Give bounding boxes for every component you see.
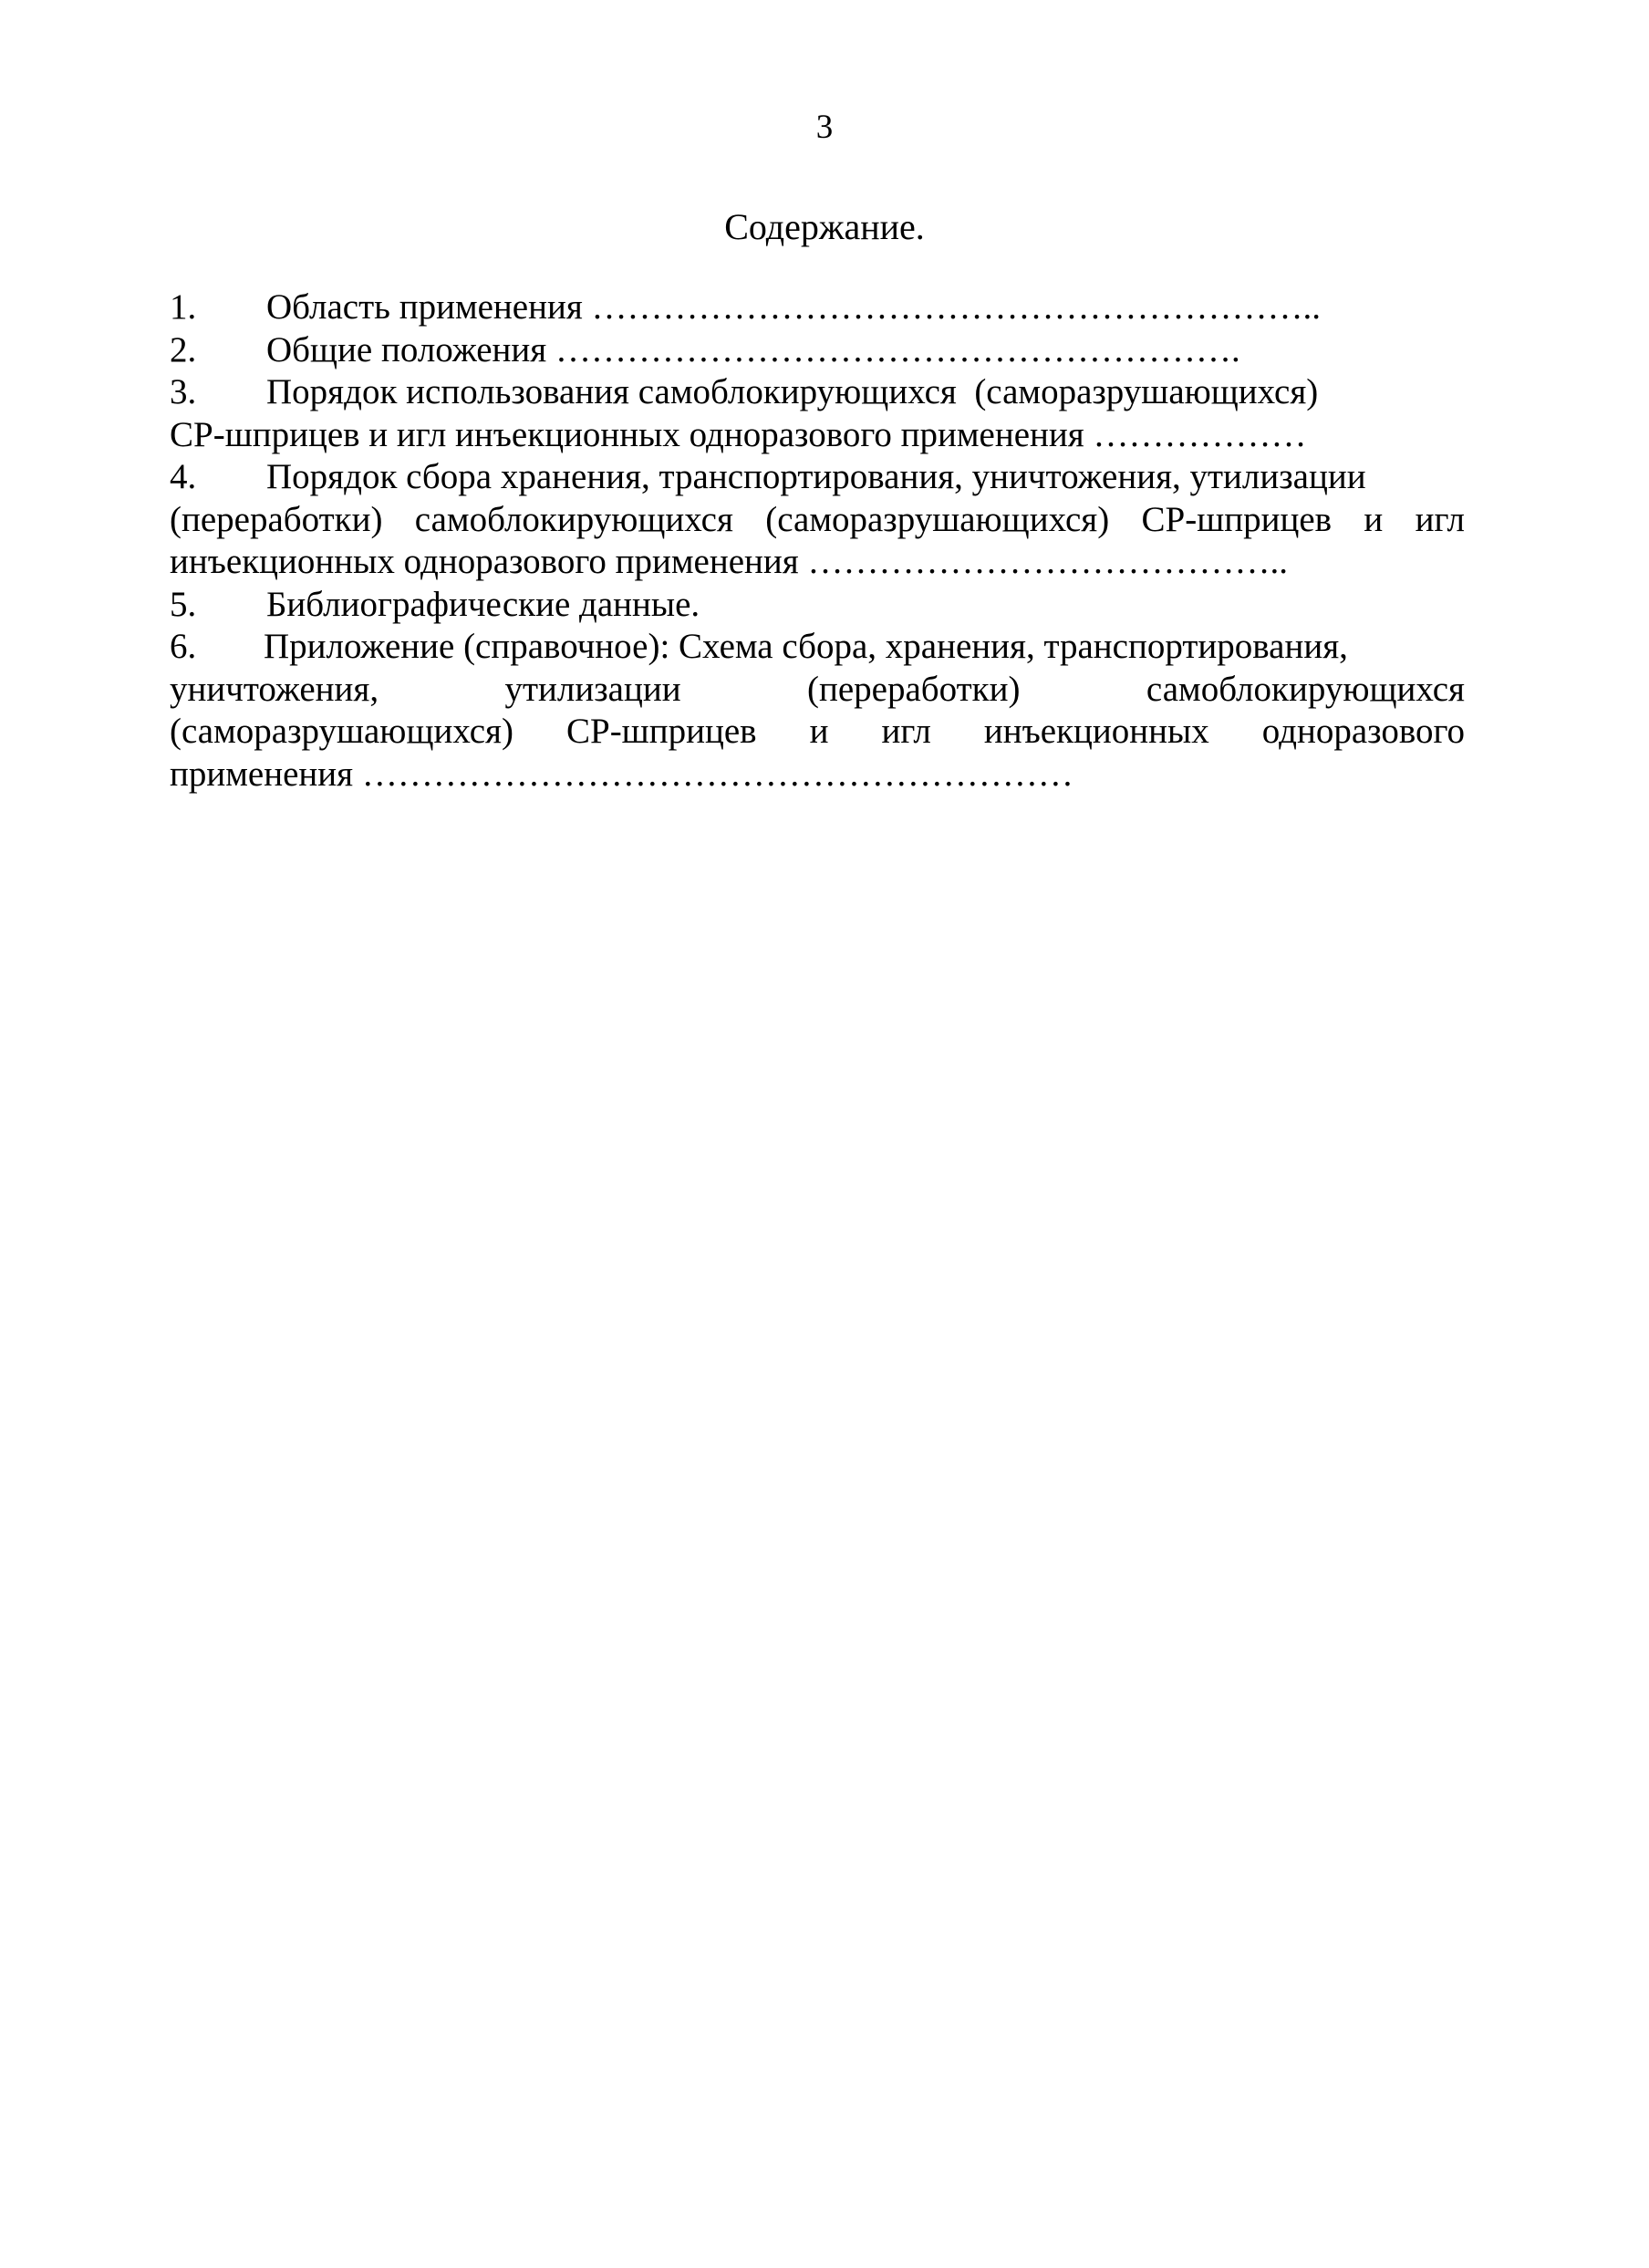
toc-item-2-text: Общие положения — [266, 329, 547, 369]
toc-item-1-text: Область применения — [266, 287, 583, 327]
toc-item-2 — [170, 329, 1465, 372]
toc-item-6-text-line-3: (саморазрушающихся) СР-шприцев и игл инъекционных одноразового — [170, 712, 1465, 751]
toc-item-4-text-line-1: Порядок сбора хранения, транспортирования, уничтожения, утилизации — [266, 457, 1366, 496]
toc-item-4-leader: ………………………………….. — [807, 542, 1288, 581]
toc-item-5-text: Библиографические данные. — [266, 584, 700, 624]
toc-title: Содержание. — [724, 206, 925, 247]
page-number: 3 — [815, 109, 834, 146]
toc-item-6-line-4 — [170, 754, 1465, 796]
toc-item-3-number: 3. — [170, 372, 197, 411]
toc-item-1-number: 1. — [170, 287, 197, 327]
toc-item-5-number: 5. — [170, 584, 197, 624]
toc-item-3-text-line-2: СР-шприцев и игл инъекционных одноразового применения — [170, 414, 1084, 454]
toc-item-4-line-1 — [170, 456, 1465, 499]
toc-item-2-leader: …………………………………………………. — [555, 329, 1240, 369]
toc-item-1 — [170, 286, 1465, 329]
toc-item-5 — [170, 584, 1465, 627]
toc-item-1-leader: …………………………………………………….. — [591, 287, 1322, 327]
toc-item-6-line-1 — [170, 626, 1465, 669]
toc-item-2-number: 2. — [170, 329, 197, 369]
toc-item-6-text-line-1: Приложение (справочное): Схема сбора, хранения, транспортирования, — [264, 627, 1348, 666]
toc-item-3-leader: ……………… — [1093, 414, 1307, 454]
toc-item-6-text-line-2: уничтожения, утилизации (переработки) самоблокирующихся — [170, 669, 1465, 709]
toc-item-4-text-line-3: инъекционных одноразового применения — [170, 542, 799, 581]
toc-item-3-line-1 — [170, 371, 1465, 414]
toc-item-6-text-line-4: применения — [170, 754, 354, 794]
toc-item-4-line-3 — [170, 541, 1465, 584]
toc-item-4-text-line-2: (переработки) самоблокирующихся (саморазрушающихся) СР-шприцев и игл — [170, 499, 1465, 539]
table-of-contents — [170, 286, 1465, 796]
toc-item-6-number: 6. — [170, 627, 197, 666]
toc-item-3-line-2 — [170, 414, 1465, 457]
toc-item-3-text-line-1: Порядок использования самоблокирующихся (саморазрушающихся) — [266, 372, 1319, 411]
toc-item-4-number: 4. — [170, 457, 197, 496]
toc-item-6-leader: …………………………………………………… — [361, 754, 1073, 794]
